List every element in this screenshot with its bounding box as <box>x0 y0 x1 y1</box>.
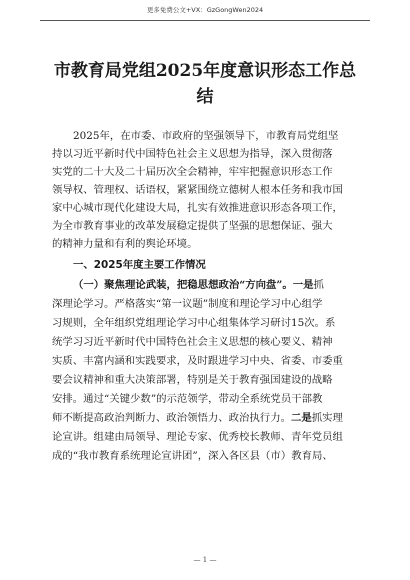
body-line: 习规则，全年组织党组理论学习中心组集体学习研讨15次。系 <box>52 317 336 329</box>
document-title: 市教育局党组2025年度意识形态工作总结 <box>53 61 357 107</box>
body-line: 安排。通过“关键少数”的示范领学，带动全系统党员干部教 <box>52 393 323 405</box>
body-line <box>52 409 360 427</box>
point-marker: 二是 <box>290 412 312 424</box>
section-heading: 一、2025年度主要工作情况 <box>73 259 206 271</box>
page-header: 更多免费公文+VX：GzGongWen2024 <box>146 6 264 14</box>
body-line: 2025年，在市委、市政府的坚强领导下，市教育局党组坚 <box>73 130 339 142</box>
body-text: 抓实理 <box>311 412 343 424</box>
body-line: 为全市教育事业的改革发展稳定提供了坚强的思想保证、强大 <box>52 220 333 232</box>
body-line: 实党的二十大及二十届历次全会精神，牢牢把握意识形态工作 <box>52 166 333 178</box>
body-line: 要会议精神和重大决策部署，特别是关于教育强国建设的战略 <box>52 374 333 386</box>
subsection-first-line <box>73 276 360 294</box>
body-line: 家中心城市现代化建设大局，扎实有效推进意识形态各项工作， <box>52 202 343 214</box>
page-number: — 1 — <box>193 556 217 564</box>
header-divider <box>40 20 370 21</box>
body-line: 持以习近平新时代中国特色社会主义思想为指导，深入贯彻落 <box>52 148 333 160</box>
subsection-heading: （一）聚焦理论武装，把稳思想政治“方向盘”。 <box>73 279 293 291</box>
body-line: 成的“我市教育系统理论宣讲团”，深入各区县（市）教育局、 <box>52 450 333 462</box>
body-text: 抓 <box>313 279 324 291</box>
point-marker: 一是 <box>292 279 314 291</box>
body-line: 的精神力量和有利的舆论环境。 <box>52 238 198 250</box>
body-line: 深理论学习。严格落实“第一议题”制度和理论学习中心组学 <box>52 298 323 310</box>
body-line: 论宣讲。组建由局领导、理论专家、优秀校长教师、青年党员组 <box>52 431 343 443</box>
body-line: 统学习习近平新时代中国特色社会主义思想的核心要义、精神 <box>52 336 333 348</box>
body-text: 师不断提高政治判断力、政治领悟力、政治执行力。 <box>52 412 291 424</box>
body-line: 实质、丰富内涵和实践要求，及时跟进学习中央、省委、市委重 <box>52 355 343 367</box>
body-line: 领导权、管理权、话语权，紧紧围绕立德树人根本任务和我市国 <box>52 184 343 196</box>
